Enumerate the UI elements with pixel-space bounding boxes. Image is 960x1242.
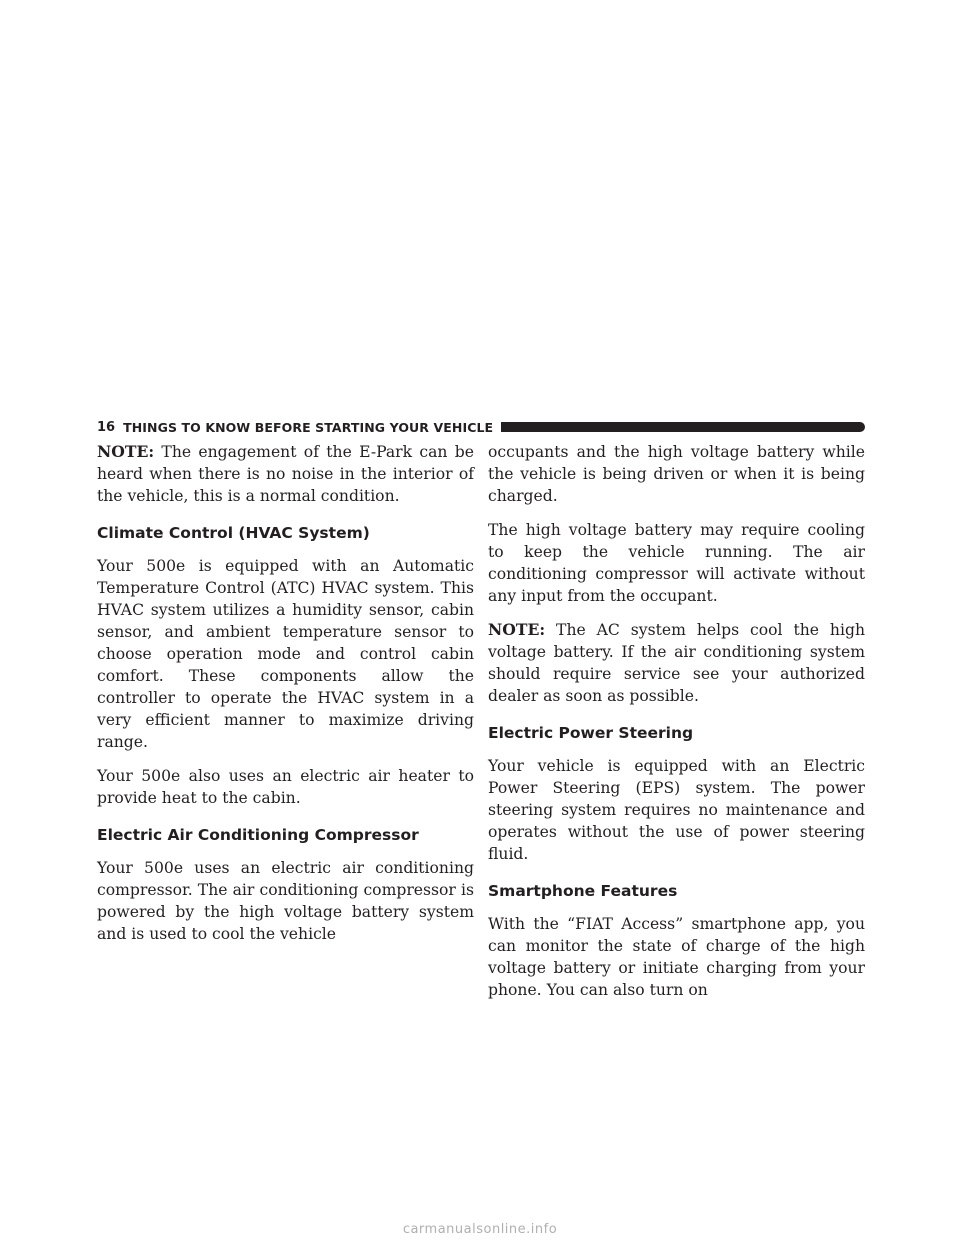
paragraph-compressor-1-cont: occupants and the high voltage battery while the vehicle is being driven or when it is being charged. [488,443,865,505]
heading-ac-compressor: Electric Air Conditioning Compressor [97,826,419,844]
note-ac-system [488,619,865,707]
heading-power-steering: Electric Power Steering [488,724,694,742]
note-engagement [97,441,474,507]
paragraph-climate-2: Your 500e also uses an electric air heater to provide heat to the cabin. [97,767,474,807]
left-column [97,441,474,957]
heading-climate-control: Climate Control (HVAC System) [97,524,370,542]
right-column [488,441,865,1013]
paragraph-smartphone: With the “FIAT Access” smartphone app, you can monitor the state of charge of the high voltage battery or initiate charging from your phone. You can also turn on [488,915,865,999]
paragraph-compressor-2: The high voltage battery may require cooling to keep the vehicle running. The air conditioning compressor will activate without any input from the occupant. [488,521,865,605]
note-label: NOTE: [488,620,546,639]
note-label: NOTE: [97,442,155,461]
section-title: THINGS TO KNOW BEFORE STARTING YOUR VEHICLE [123,419,494,435]
page-header [97,417,865,437]
paragraph-climate-1: Your 500e is equipped with an Automatic Temperature Control (ATC) HVAC system. This HVAC system utilizes a humidity sensor, cabin sensor, and ambient temperature sensor to choose operation mode and control cabin comfort. These components allow the controller to operate the HVAC system in a very efficient manner to maximize driving range. [97,557,474,751]
watermark: carmanualsonline.info [402,1222,558,1237]
note-text: The engagement of the E-Park can be heard when there is no noise in the interior of the vehicle, this is a normal condition. [97,443,474,505]
header-rule [501,422,865,432]
note-text: The AC system helps cool the high voltage battery. If the air conditioning system should require service see your authorized dealer as soon as possible. [488,621,865,705]
heading-smartphone: Smartphone Features [488,882,678,900]
page-number: 16 [97,419,116,435]
paragraph-steering: Your vehicle is equipped with an Electric Power Steering (EPS) system. The power steering system requires no maintenance and operates without the use of power steering fluid. [488,757,865,863]
paragraph-compressor-1: Your 500e uses an electric air conditioning compressor. The air conditioning compressor is powered by the high voltage battery system and is used to cool the vehicle [97,859,474,943]
